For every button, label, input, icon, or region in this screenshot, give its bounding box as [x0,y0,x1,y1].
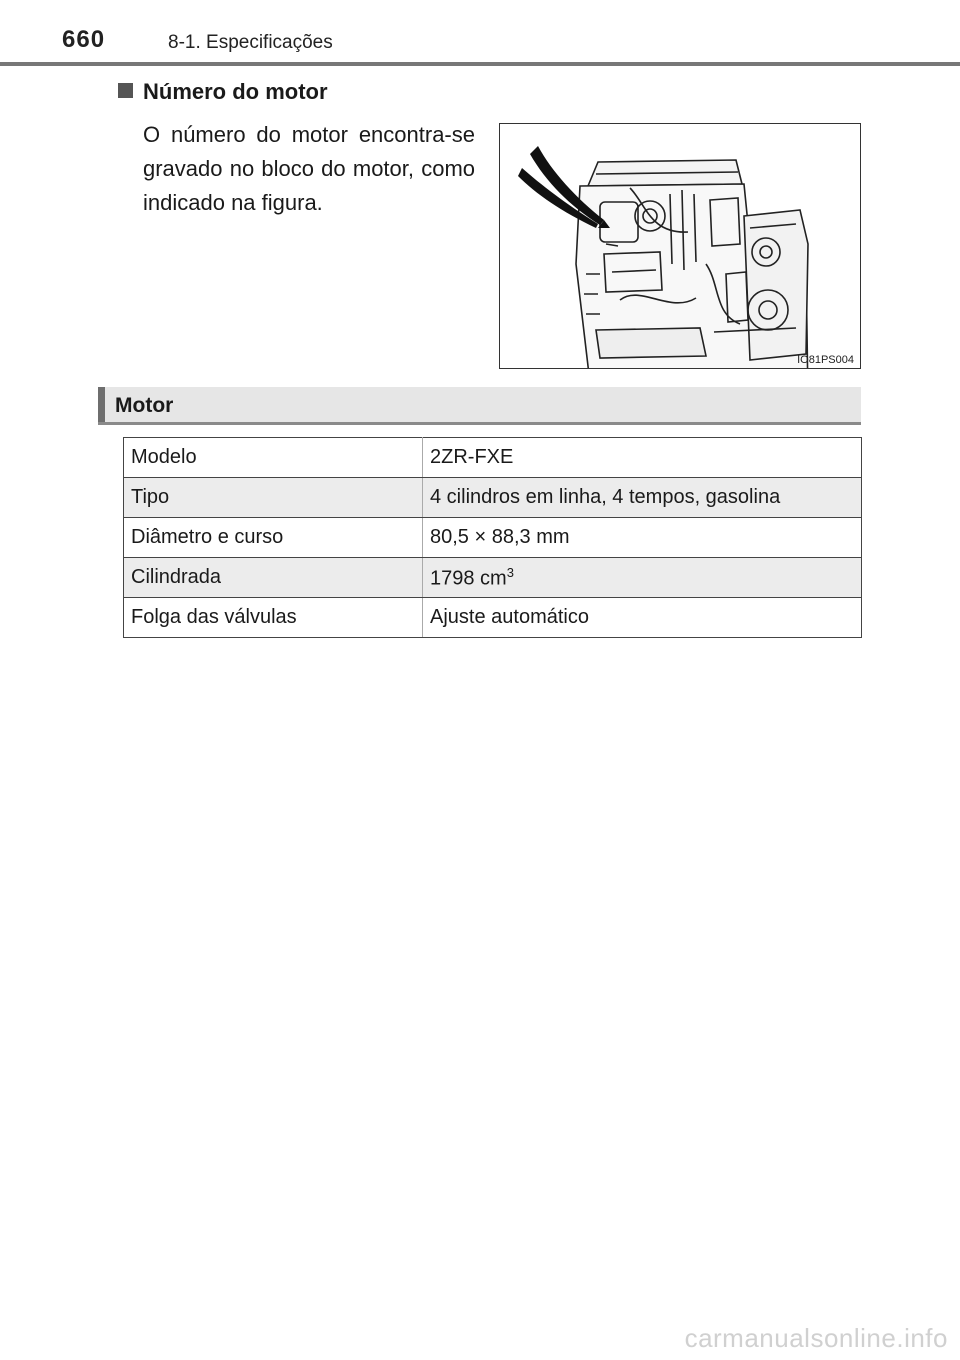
spec-label: Cilindrada [124,558,423,598]
table-row [124,598,862,638]
engine-illustration [500,124,861,369]
spec-value: 4 cilindros em linha, 4 tempos, gasolina [423,478,862,518]
spec-value: 2ZR-FXE [423,438,862,478]
engine-number-heading [118,79,328,105]
motor-spec-table [123,437,862,638]
square-bullet-icon [118,83,133,98]
band-accent-bar [98,387,105,422]
displacement-value: 1798 cm [430,567,507,590]
spec-value: Ajuste automático [423,598,862,638]
page-number: 660 [62,26,106,53]
section-title: 8-1. Especificações [168,32,333,53]
spec-value [423,558,862,598]
watermark: carmanualsonline.info [684,1323,948,1353]
motor-section-band [98,387,861,425]
spec-label: Folga das válvulas [124,598,423,638]
table-row [124,518,862,558]
spec-label: Modelo [124,438,423,478]
table-row [124,438,862,478]
engine-figure [499,123,861,369]
spec-label: Tipo [124,478,423,518]
header-divider [0,62,960,66]
motor-section-title: Motor [115,394,174,417]
displacement-exponent: 3 [506,564,514,580]
engine-number-description: O número do motor encontra-se gravado no bloco do motor, como indicado na figura. [143,122,475,215]
table-row [124,478,862,518]
table-row [124,558,862,598]
figure-code: IO81PS004 [797,354,854,366]
spec-value: 80,5 × 88,3 mm [423,518,862,558]
spec-label: Diâmetro e curso [124,518,423,558]
engine-number-heading-text: Número do motor [143,79,328,104]
